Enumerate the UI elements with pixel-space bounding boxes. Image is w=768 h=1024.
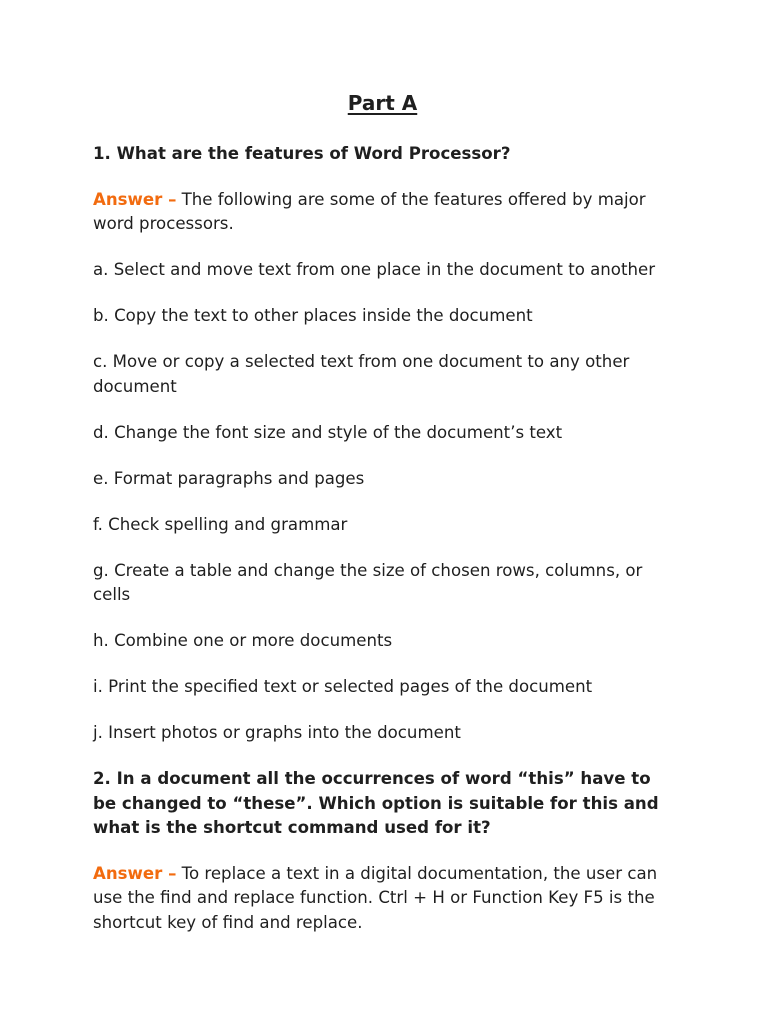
feature-item-a: a. Select and move text from one place in the document to another bbox=[93, 260, 656, 279]
feature-item-d: d. Change the font size and style of the document’s text bbox=[93, 422, 563, 442]
answer-1-label: Answer – bbox=[93, 189, 177, 209]
answer-2-text: To replace a text in a digital documentation, the user can use the find and replace function. Ctrl + H or Function Key F5 is the shortcut key of find and replace. bbox=[93, 863, 658, 932]
feature-item-g: g. Create a table and change the size of chosen rows, columns, or cells bbox=[93, 560, 643, 604]
feature-item-b: b. Copy the text to other places inside the document bbox=[93, 306, 533, 325]
feature-item-e: e. Format paragraphs and pages bbox=[93, 468, 365, 488]
answer-1-text: The following are some of the features offered by major word processors. bbox=[93, 189, 646, 233]
answer-1 bbox=[93, 188, 672, 237]
question-1: 1. What are the features of Word Processor? bbox=[93, 144, 511, 163]
feature-item-i: i. Print the specified text or selected pages of the document bbox=[93, 677, 593, 696]
page-title: Part A bbox=[347, 91, 418, 115]
question-2: 2. In a document all the occurrences of word “this” have to be changed to “these”. Which option is suitable for this and what is the shortcut command used for it? bbox=[93, 769, 659, 837]
answer-2-label: Answer – bbox=[93, 863, 177, 883]
feature-item-f: f. Check spelling and grammar bbox=[93, 514, 348, 534]
feature-item-h: h. Combine one or more documents bbox=[93, 631, 393, 650]
feature-item-c: c. Move or copy a selected text from one document to any other document bbox=[93, 352, 630, 396]
feature-item-j: j. Insert photos or graphs into the document bbox=[93, 723, 461, 742]
answer-2 bbox=[93, 862, 672, 936]
